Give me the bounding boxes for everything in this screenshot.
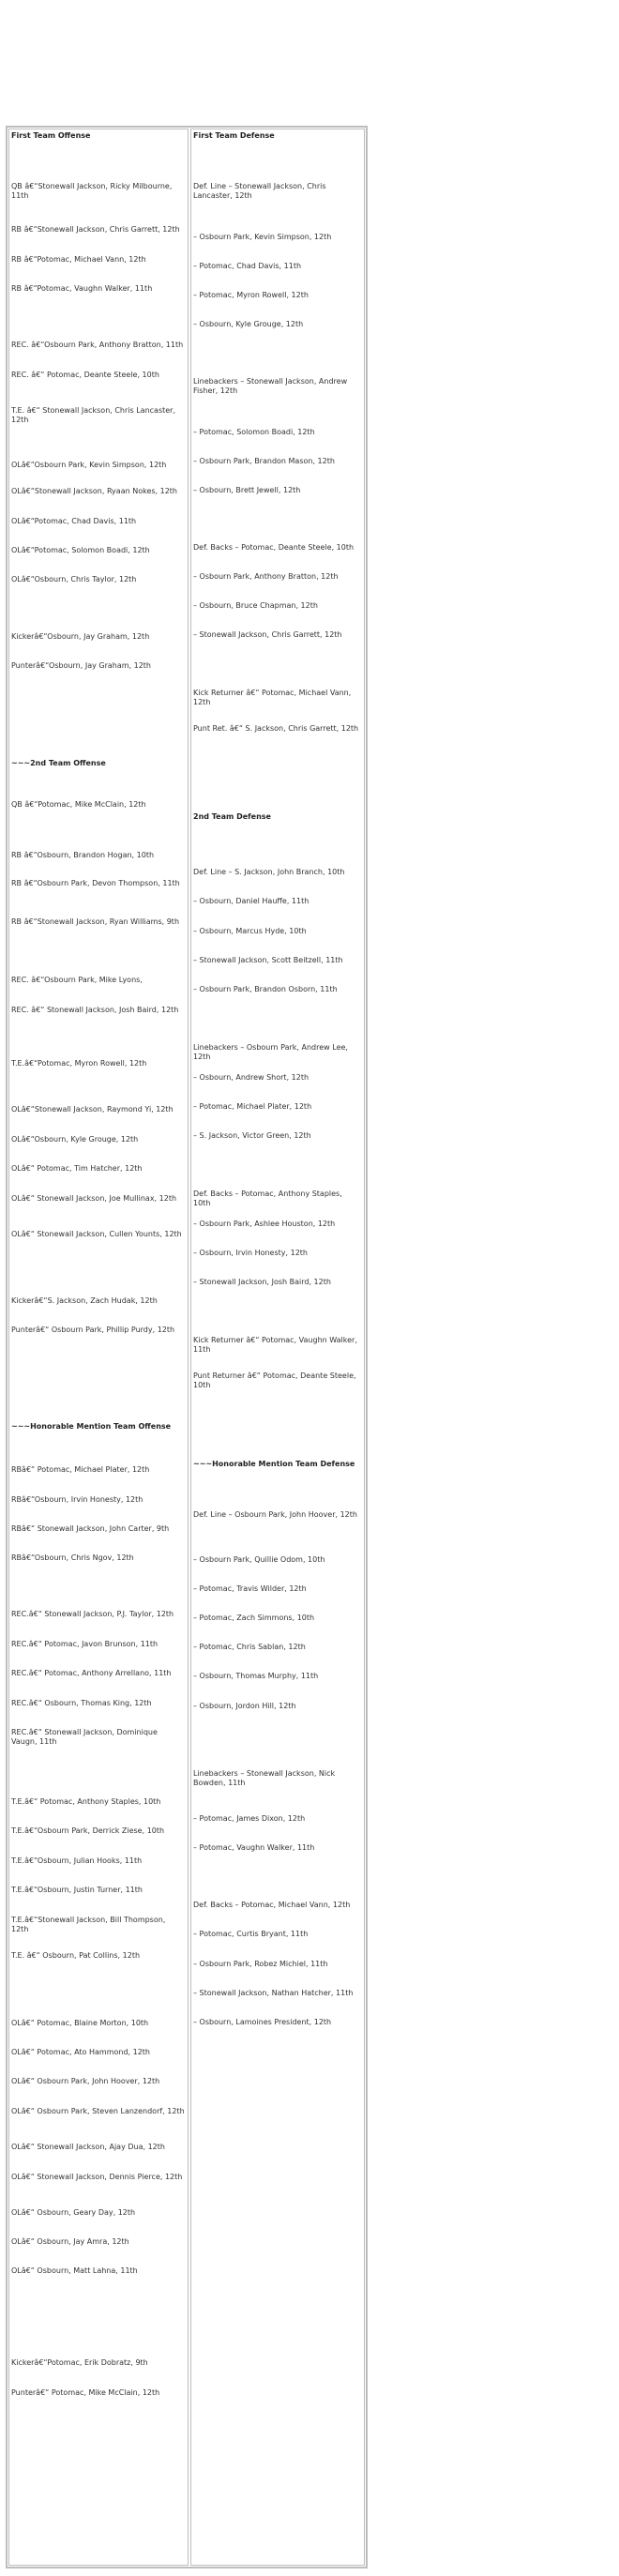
defense-player-entry: – Potomac, Zach Simmons, 10th xyxy=(193,1614,315,1622)
offense-player-entry: RB â€“Osbourn Park, Devon Thompson, 11th xyxy=(11,879,180,887)
defense-player-entry: – Osbourn, Kyle Grouge, 12th xyxy=(193,320,304,328)
defense-player-entry: – Osbourn, Irvin Honesty, 12th xyxy=(193,1249,308,1257)
defense-player-entry: – Osbourn, Thomas Murphy, 11th xyxy=(193,1672,319,1680)
defense-player-entry: Linebackers – Stonewall Jackson, Nick Bowden, 11th xyxy=(193,1769,336,1787)
defense-player-entry: – Potomac, Chris Sablan, 12th xyxy=(193,1643,306,1651)
offense-player-entry: OLâ€“Osbourn Park, Kevin Simpson, 12th xyxy=(11,461,167,469)
offense-player-entry: REC.â€“ Potomac, Anthony Arrellano, 11th xyxy=(11,1669,172,1677)
offense-player-entry: RBâ€“Osbourn, Chris Ngov, 12th xyxy=(11,1553,134,1562)
offense-player-entry: OLâ€“Stonewall Jackson, Ryaan Nokes, 12th xyxy=(11,487,177,495)
offense-player-entry: REC. â€“Osbourn Park, Anthony Bratton, 11th xyxy=(11,341,184,349)
defense-player-entry: – Osbourn Park, Ashlee Houston, 12th xyxy=(193,1220,336,1228)
defense-player-entry: – Potomac, Travis Wilder, 12th xyxy=(193,1584,307,1593)
offense-section-heading: First Team Offense xyxy=(11,131,91,140)
defense-player-entry: – Osbourn Park, Anthony Bratton, 12th xyxy=(193,572,339,581)
defense-player-entry: Linebackers – Osbourn Park, Andrew Lee, 12th xyxy=(193,1043,348,1061)
defense-section-heading: First Team Defense xyxy=(193,131,275,140)
defense-player-entry: – Osbourn, Marcus Hyde, 10th xyxy=(193,927,307,935)
offense-player-entry: OLâ€“ Stonewall Jackson, Cullen Younts, 12th xyxy=(11,1230,182,1238)
defense-player-entry: – Potomac, Myron Rowell, 12th xyxy=(193,291,309,299)
defense-player-entry: Def. Line – Osbourn Park, John Hoover, 12th xyxy=(193,1510,357,1519)
defense-player-entry: – Potomac, James Dixon, 12th xyxy=(193,1814,306,1823)
offense-player-entry: T.E.â€“Osbourn, Justin Turner, 11th xyxy=(11,1886,143,1894)
offense-player-entry: RB â€“Potomac, Vaughn Walker, 11th xyxy=(11,284,153,293)
offense-section-heading: ~~~Honorable Mention Team Offense xyxy=(11,1422,172,1431)
offense-player-entry: REC.â€“ Stonewall Jackson, Dominique Vaugn, 11th xyxy=(11,1728,158,1746)
offense-player-entry: OLâ€“ Stonewall Jackson, Dennis Pierce, 12th xyxy=(11,2173,183,2181)
offense-player-entry: OLâ€“ Osbourn Park, John Hoover, 12th xyxy=(11,2077,160,2085)
offense-player-entry: RB â€“Stonewall Jackson, Chris Garrett, 12th xyxy=(11,225,180,234)
defense-player-entry: – Potomac, Solomon Boadi, 12th xyxy=(193,428,315,436)
offense-player-entry: OLâ€“Osbourn, Kyle Grouge, 12th xyxy=(11,1135,139,1144)
offense-player-entry: OLâ€“ Potomac, Ato Hammond, 12th xyxy=(11,2048,151,2056)
defense-player-entry: – Stonewall Jackson, Nathan Hatcher, 11th xyxy=(193,1989,354,1997)
defense-player-entry: Punt Ret. â€“ S. Jackson, Chris Garrett, 12th xyxy=(193,724,359,733)
offense-player-entry: OLâ€“ Osbourn Park, Steven Lanzendorf, 12th xyxy=(11,2107,185,2115)
offense-player-entry: RBâ€“ Stonewall Jackson, John Carter, 9th xyxy=(11,1524,170,1533)
defense-player-entry: – Osbourn, Daniel Hauffe, 11th xyxy=(193,897,310,905)
offense-player-entry: T.E.â€“Osbourn Park, Derrick Ziese, 10th xyxy=(11,1826,165,1835)
defense-player-entry: Linebackers – Stonewall Jackson, Andrew Fisher, 12th xyxy=(193,377,348,395)
defense-player-entry: Def. Backs – Potomac, Anthony Staples, 10th xyxy=(193,1190,342,1207)
defense-player-entry: – Potomac, Michael Plater, 12th xyxy=(193,1102,312,1111)
offense-player-entry: OLâ€“Stonewall Jackson, Raymond Yi, 12th xyxy=(11,1105,174,1114)
offense-player-entry: OLâ€“ Stonewall Jackson, Ajay Dua, 12th xyxy=(11,2143,165,2151)
offense-player-entry: OLâ€“ Potomac, Blaine Morton, 10th xyxy=(11,2019,149,2027)
offense-player-entry: T.E.â€“ Potomac, Anthony Staples, 10th xyxy=(11,1797,161,1806)
offense-player-entry: REC.â€“ Osbourn, Thomas King, 12th xyxy=(11,1699,152,1707)
all-district-table xyxy=(6,126,368,2568)
defense-section-heading: ~~~Honorable Mention Team Defense xyxy=(193,1460,355,1468)
offense-player-entry: RBâ€“ Potomac, Michael Plater, 12th xyxy=(11,1465,150,1474)
defense-section-heading: 2nd Team Defense xyxy=(193,812,271,821)
offense-player-entry: REC.â€“ Stonewall Jackson, P.J. Taylor, 12th xyxy=(11,1610,174,1618)
offense-player-entry: Kickerâ€“S. Jackson, Zach Hudak, 12th xyxy=(11,1296,158,1305)
defense-player-entry: – Potomac, Chad Davis, 11th xyxy=(193,262,302,270)
defense-player-entry: – S. Jackson, Victor Green, 12th xyxy=(193,1131,311,1140)
offense-player-entry: REC. â€“ Stonewall Jackson, Josh Baird, 12th xyxy=(11,1006,179,1014)
offense-player-entry: T.E.â€“Osbourn, Julian Hooks, 11th xyxy=(11,1856,143,1865)
defense-player-entry: – Potomac, Vaughn Walker, 11th xyxy=(193,1843,315,1852)
offense-player-entry: OLâ€“Potomac, Chad Davis, 11th xyxy=(11,517,137,525)
defense-player-entry: – Osbourn Park, Kevin Simpson, 12th xyxy=(193,233,332,241)
defense-player-entry: Def. Line – S. Jackson, John Branch, 10th xyxy=(193,868,345,876)
offense-player-entry: Kickerâ€“Potomac, Erik Dobratz, 9th xyxy=(11,2358,148,2367)
offense-player-entry: OLâ€“ Potomac, Tim Hatcher, 12th xyxy=(11,1164,143,1173)
offense-column xyxy=(8,129,189,2566)
defense-player-entry: Def. Backs – Potomac, Deante Steele, 10th xyxy=(193,543,355,552)
defense-player-entry: – Osbourn, Andrew Short, 12th xyxy=(193,1073,310,1082)
defense-player-entry: – Osbourn Park, Quillie Odom, 10th xyxy=(193,1555,325,1564)
offense-player-entry: RB â€“Stonewall Jackson, Ryan Williams, 9th xyxy=(11,917,180,926)
offense-player-entry: REC. â€“ Potomac, Deante Steele, 10th xyxy=(11,371,159,379)
offense-player-entry: REC. â€“Osbourn Park, Mike Lyons, xyxy=(11,976,143,984)
offense-player-entry: Punterâ€“ Osbourn Park, Phillip Purdy, 12th xyxy=(11,1326,175,1334)
defense-player-entry: – Stonewall Jackson, Chris Garrett, 12th xyxy=(193,630,342,639)
offense-player-entry: QB â€“Potomac, Mike McClain, 12th xyxy=(11,800,146,809)
defense-player-entry: – Osbourn Park, Brandon Mason, 12th xyxy=(193,457,335,465)
defense-player-entry: – Osbourn, Jordon Hill, 12th xyxy=(193,1702,296,1710)
offense-section-heading: ~~~2nd Team Offense xyxy=(11,759,106,767)
offense-player-entry: Punterâ€“ Potomac, Mike McClain, 12th xyxy=(11,2388,160,2397)
offense-player-entry: OLâ€“Potomac, Solomon Boadi, 12th xyxy=(11,546,150,554)
defense-column xyxy=(190,129,365,2566)
defense-player-entry: – Osbourn Park, Brandon Osborn, 11th xyxy=(193,985,338,993)
defense-player-entry: Kick Returner â€“ Potomac, Vaughn Walker, 11th xyxy=(193,1336,357,1354)
defense-player-entry: – Osbourn, Bruce Chapman, 12th xyxy=(193,601,318,610)
defense-player-entry: Kick Returner â€“ Potomac, Michael Vann, 12th xyxy=(193,689,352,706)
offense-player-entry: T.E. â€“ Osbourn, Pat Collins, 12th xyxy=(11,1951,141,1960)
offense-player-entry: OLâ€“ Stonewall Jackson, Joe Mullinax, 12th xyxy=(11,1194,177,1203)
offense-player-entry: OLâ€“Osbourn, Chris Taylor, 12th xyxy=(11,575,137,583)
defense-player-entry: – Potomac, Curtis Bryant, 11th xyxy=(193,1930,309,1938)
offense-player-entry: REC.â€“ Potomac, Javon Brunson, 11th xyxy=(11,1640,159,1648)
defense-player-entry: – Osbourn, Brett Jewell, 12th xyxy=(193,486,301,494)
offense-player-entry: RBâ€“Osbourn, Irvin Honesty, 12th xyxy=(11,1495,143,1504)
offense-player-entry: OLâ€“ Osbourn, Jay Amra, 12th xyxy=(11,2237,129,2246)
offense-player-entry: Punterâ€“Osbourn, Jay Graham, 12th xyxy=(11,661,152,670)
offense-player-entry: QB â€“Stonewall Jackson, Ricky Milbourne, 11th xyxy=(11,182,173,200)
offense-player-entry: OLâ€“ Osbourn, Geary Day, 12th xyxy=(11,2208,136,2217)
offense-player-entry: T.E.â€“Stonewall Jackson, Bill Thompson, 12th xyxy=(11,1916,166,1933)
defense-player-entry: – Osbourn, Lamoines President, 12th xyxy=(193,2018,332,2026)
offense-player-entry: T.E. â€“ Stonewall Jackson, Chris Lancaster, 12th xyxy=(11,406,176,424)
defense-player-entry: Def. Line – Stonewall Jackson, Chris Lancaster, 12th xyxy=(193,182,326,200)
offense-player-entry: Kickerâ€“Osbourn, Jay Graham, 12th xyxy=(11,632,150,641)
offense-player-entry: RB â€“Osbourn, Brandon Hogan, 10th xyxy=(11,851,155,859)
defense-player-entry: Punt Returner â€“ Potomac, Deante Steele, 10th xyxy=(193,1371,356,1389)
defense-player-entry: – Stonewall Jackson, Scott Beitzell, 11th xyxy=(193,956,343,964)
defense-player-entry: Def. Backs – Potomac, Michael Vann, 12th xyxy=(193,1901,351,1909)
offense-player-entry: T.E.â€“Potomac, Myron Rowell, 12th xyxy=(11,1059,147,1068)
defense-player-entry: – Stonewall Jackson, Josh Baird, 12th xyxy=(193,1278,331,1286)
offense-player-entry: OLâ€“ Osbourn, Matt Lahna, 11th xyxy=(11,2266,138,2275)
defense-player-entry: – Osbourn Park, Robez Michiel, 11th xyxy=(193,1960,328,1968)
offense-player-entry: RB â€“Potomac, Michael Vann, 12th xyxy=(11,255,146,264)
